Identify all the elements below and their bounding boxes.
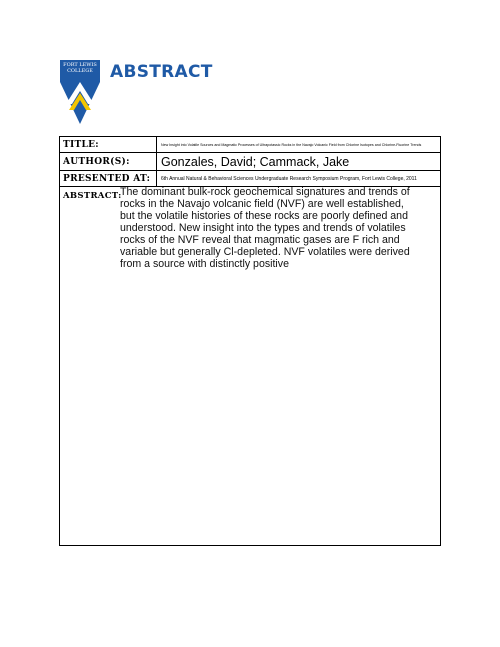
title-label: TITLE: xyxy=(60,137,157,152)
presented-value: 6th Annual Natural & Behavioral Sciences Undergraduate Research Symposium Program, Fort Lewis College, 2011 xyxy=(161,175,417,182)
presented-row xyxy=(60,171,440,187)
college-logo xyxy=(60,60,100,124)
author-row xyxy=(60,153,440,171)
presented-label: PRESENTED AT: xyxy=(60,171,157,186)
author-value: Gonzales, David; Cammack, Jake xyxy=(161,154,350,169)
logo-text: FORT LEWIS COLLEGE xyxy=(63,62,97,74)
page-title: ABSTRACT xyxy=(110,62,213,82)
title-value: New Insight into Volatile Sources and Magmatic Processes of Ultrapotassic Rocks in the Navajo Volcanic Field from Chlorine Isotopes and Chlorine-Fluorine Trends xyxy=(161,142,422,147)
title-row xyxy=(60,137,440,153)
abstract-text: The dominant bulk-rock geochemical signatures and trends of rocks in the Navajo volcanic field (NVF) are well established, but the volatile histories of these rocks are poorly defined and understood. New insight into the types and trends of volatiles rocks of the NVF reveal that magmatic gases are F rich and variable but generally Cl-depleted. NVF volatiles were derived from a source with distinctly positive xyxy=(120,186,410,270)
abstract-label: ABSTRACT: xyxy=(63,191,122,201)
author-label: AUTHOR(S): xyxy=(60,153,157,170)
abstract-form xyxy=(59,136,441,546)
